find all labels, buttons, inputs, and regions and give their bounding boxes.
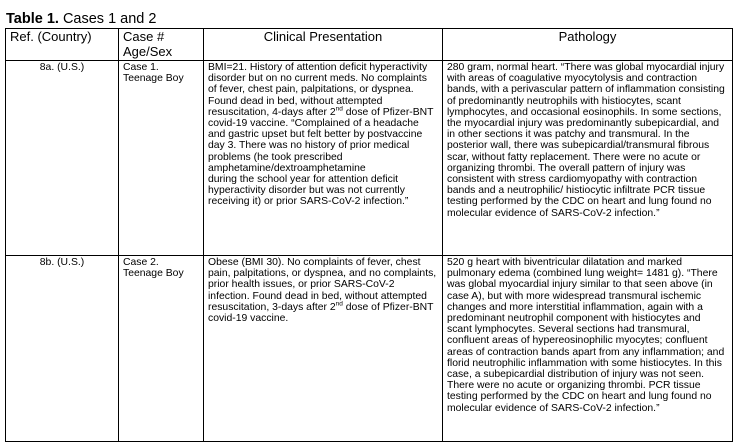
cell-clinical-presentation: [204, 256, 443, 442]
header-ref-country: Ref. (Country): [6, 29, 119, 61]
clinical-text: Obese (BMI 30). No complaints of fever, chest pain, palpitations, or dyspnea, and no complaints, prior health issues, or prior SARS-CoV-2 infection. Found dead in bed, without attempted resuscitation, 3-days after 2: [208, 257, 437, 313]
clinical-text-end: during the school year for attention deficit hyperactivity disorder but was not currently receiving it) or prior SARS-CoV-2 infection.”: [208, 174, 409, 208]
clinical-text-cont: dose of Pfizer-BNT covid-19 vaccine. “Complained of a headache and gastric upset but felt better by postvaccine day 3. There was no history of prior medical problems (he took prescribed amphetamine/dextroamphetamine: [208, 106, 434, 174]
cell-ref: 8b. (U.S.): [6, 256, 119, 442]
clinical-superscript: nd: [335, 105, 343, 113]
cell-pathology: [443, 256, 733, 442]
case-number: Case 2.: [123, 257, 159, 268]
table-caption-label: Table 1.: [6, 11, 59, 27]
table-caption: [6, 11, 156, 27]
cell-clinical-presentation: [204, 61, 443, 256]
header-case-number: Case #: [123, 29, 165, 44]
cell-case: [119, 61, 204, 256]
header-age-sex: Age/Sex: [123, 43, 173, 59]
cases-table: [5, 28, 733, 442]
clinical-superscript: nd: [335, 300, 343, 308]
case-number: Case 1.: [123, 62, 159, 73]
pathology-text: 280 gram, normal heart. “There was global myocardial injury with areas of coagulative myocytolysis and contraction bands, with a perivascular pattern of inflammation consisting of predominantly neutrophils with histiocytes, scant lymphocytes, and occasional eosinophils. In some sections, the myocardial injury was predominantly subepicardial, and in other sections it was patchy and transmural. In the posterior wall, there was subepicardial/transmural fibrous scar, without fatty replacement. There were no acute or organizing thrombi. The overall pattern of injury was consistent with stress cardiomyopathy with contraction bands and a neutrophilic/ histiocytic infiltrate PCR tissue testing performed by the CDC on heart and lung found no molecular evidence of SARS-CoV-2 infection.”: [447, 62, 725, 219]
case-age-sex: Teenage Boy: [123, 268, 184, 280]
table-row: [6, 256, 733, 442]
case-age-sex: Teenage Boy: [123, 73, 184, 85]
cell-ref: 8a. (U.S.): [6, 61, 119, 256]
clinical-text: BMI=21. History of attention deficit hyperactivity disorder but on no current meds. No complaints of fever, chest pain, palpitations, or dyspnea. Found dead in bed, without attempted resuscitation, 4-days after 2: [208, 62, 428, 118]
cell-pathology: [443, 61, 733, 256]
table-caption-text: Cases 1 and 2: [58, 11, 157, 27]
clinical-text-cont: dose of Pfizer-BNT covid-19 vaccine.: [208, 301, 434, 325]
cell-case: [119, 256, 204, 442]
table-header-row: [6, 29, 733, 61]
header-pathology: Pathology: [443, 29, 733, 61]
header-case-age-sex: [119, 29, 204, 61]
table-row: [6, 61, 733, 256]
pathology-text: 520 g heart with biventricular dilatation and marked pulmonary edema (combined lung weight= 1481 g). “There was global myocardial injury similar to that seen above (in case A), but with more widespread transmural ischemic changes and more interstitial inflammation, again with a predominant neutrophil component with histiocytes and scant lymphocytes. Several sections had transmural, confluent areas of hypereosinophilic myocytes; confluent areas of contraction bands apart from any inflammation; and florid neutrophilic inflammation with some histiocytes. In this case, a subepicardial distribution of injury was not seen. There were no acute or organizing thrombi. PCR tissue testing performed by the CDC on heart and lung found no molecular evidence of SARS-CoV-2 infection.”: [447, 257, 725, 414]
header-clinical-presentation: Clinical Presentation: [204, 29, 443, 61]
